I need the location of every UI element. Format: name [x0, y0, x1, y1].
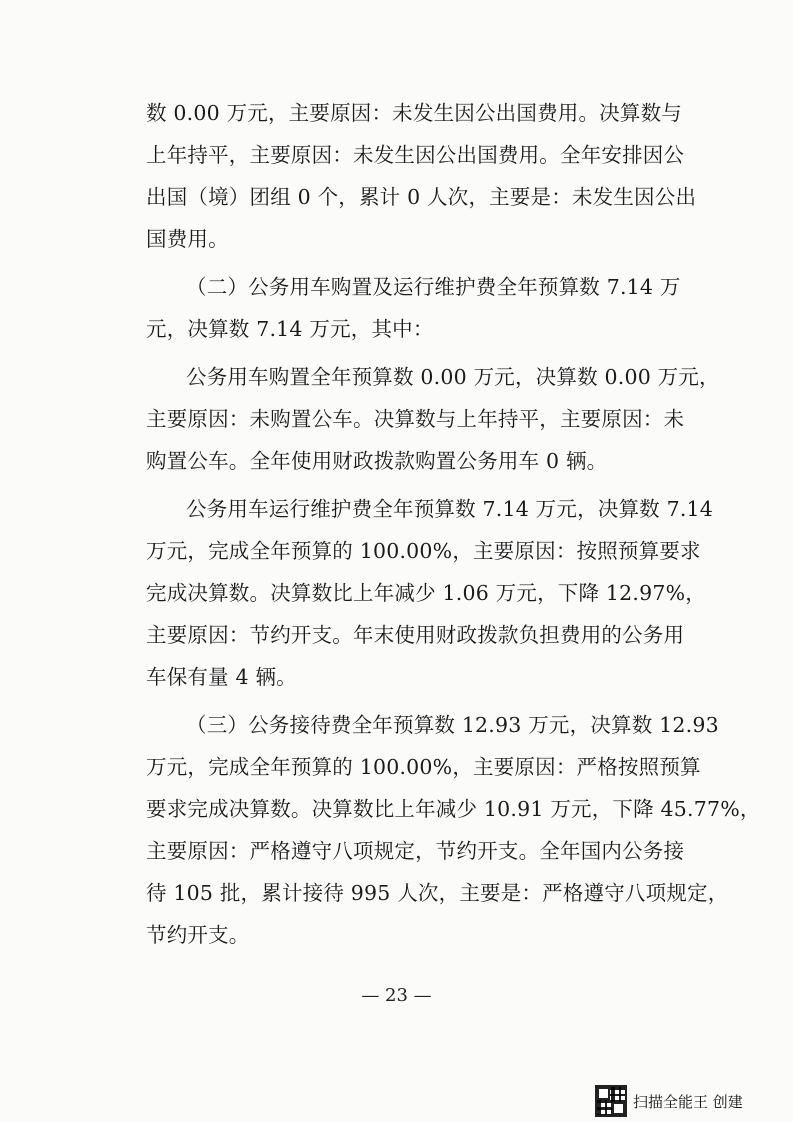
text-line: 元，决算数 7.14 万元，其中：: [146, 317, 434, 341]
text-line: 购置公车。全年使用财政拨款购置公务用车 0 辆。: [146, 449, 608, 473]
text-line: 要求完成决算数。决算数比上年减少 10.91 万元，下降 45.77%，: [146, 797, 761, 821]
text-line: 上年持平，主要原因：未发生因公出国费用。全年安排因公: [146, 143, 685, 167]
text-line: 国费用。: [146, 227, 229, 251]
text-line: 车保有量 4 辆。: [146, 665, 297, 689]
text-line: 主要原因：未购置公车。决算数与上年持平，主要原因：未: [146, 407, 685, 431]
scanner-watermark-text: 扫描全能王 创建: [633, 1092, 743, 1111]
text-line: 万元，完成全年预算的 100.00%，主要原因：严格按照预算: [146, 755, 701, 779]
scanner-watermark: [595, 1084, 743, 1118]
page-number: — 23 —: [361, 985, 432, 1006]
text-line: 完成决算数。决算数比上年减少 1.06 万元，下降 12.97%，: [146, 581, 706, 605]
paragraph: [146, 356, 720, 482]
text-line: 主要原因：严格遵守八项规定，节约开支。全年国内公务接: [146, 839, 685, 863]
text-line: 主要原因：节约开支。年末使用财政拨款负担费用的公务用: [146, 623, 685, 647]
qr-code-icon: [595, 1085, 627, 1117]
text-line: 万元，完成全年预算的 100.00%，主要原因：按照预算要求: [146, 539, 701, 563]
paragraph: [146, 488, 714, 698]
text-line: 公务用车运行维护费全年预算数 7.14 万元，决算数 7.14: [186, 497, 714, 521]
document-body: [146, 92, 761, 956]
text-line: 数 0.00 万元，主要原因：未发生因公出国费用。决算数与: [146, 101, 682, 125]
paragraph: [146, 266, 681, 350]
paragraph: [146, 704, 761, 956]
text-line: （三）公务接待费全年预算数 12.93 万元，决算数 12.93: [186, 713, 719, 737]
text-line: 节约开支。: [146, 923, 250, 947]
paragraph: [146, 92, 697, 260]
text-line: （二）公务用车购置及运行维护费全年预算数 7.14 万: [186, 275, 681, 299]
text-line: 出国（境）团组 0 个，累计 0 人次，主要是：未发生因公出: [146, 185, 697, 209]
text-line: 公务用车购置全年预算数 0.00 万元，决算数 0.00 万元，: [186, 365, 720, 389]
text-line: 待 105 批，累计接待 995 人次，主要是：严格遵守八项规定，: [146, 881, 729, 905]
